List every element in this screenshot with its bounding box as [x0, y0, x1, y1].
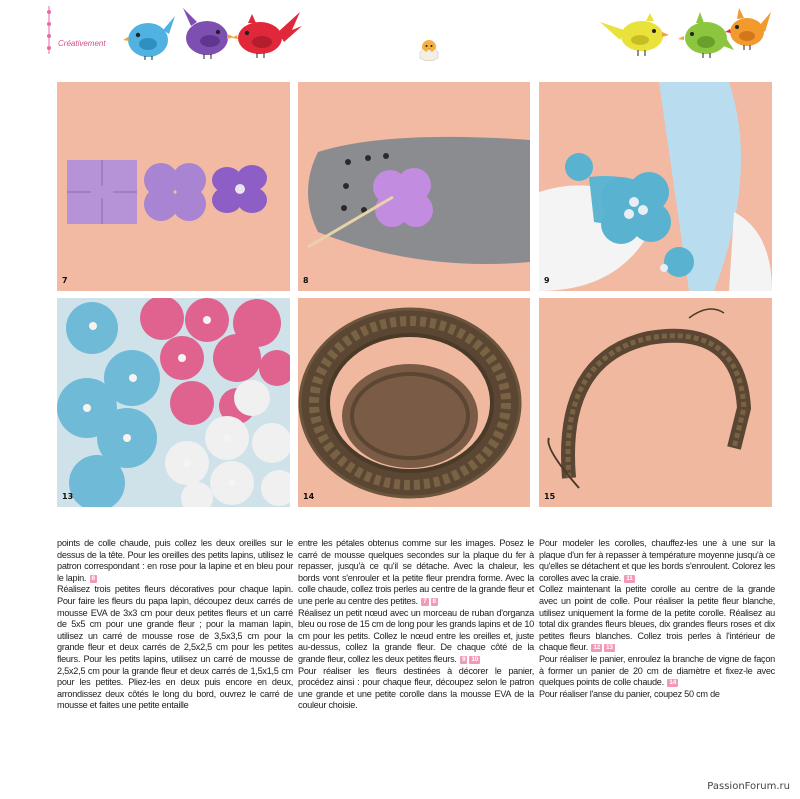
step-photo-13: [57, 298, 290, 507]
yellow-bird-icon: [598, 10, 676, 58]
photo-number: 9: [544, 276, 550, 285]
chick-in-egg-icon: [417, 38, 441, 62]
step-badge: 11: [626, 574, 633, 582]
step-badge: 10: [471, 655, 479, 663]
blue-bird-icon: [123, 10, 178, 60]
purple-bird-icon: [177, 4, 235, 60]
brand-text: Créativement: [58, 39, 106, 48]
step-badge: 6: [91, 574, 95, 582]
paragraph: Collez maintenant la petite corolle au centre de la grande avec un point de colle. Pour réaliser la petite fleur blanche, utilisez uniquement la forme de la petite corolle. Réalisez au total dix grandes fleurs bleues, dix grandes fleurs roses et dix petites fleurs blanches. Collez trois perles à l'intérieur de chaque fleur. 12 13: [539, 584, 775, 653]
photo-number: 7: [62, 276, 68, 285]
brand-decoration: [44, 6, 54, 54]
text-column-2: [298, 538, 534, 712]
step-photo-8: [298, 82, 530, 291]
step-badge: 7: [423, 597, 427, 605]
step-photo-9: [539, 82, 772, 291]
step-badge: 9: [461, 655, 466, 663]
photo-number: 8: [303, 276, 309, 285]
paragraph: Pour réaliser le panier, enroulez la branche de vigne de façon à former un panier de 20 cm de diamètre et fixez-le avec quelques points de colle chaude. 14: [539, 653, 775, 688]
paragraph: entre les pétales obtenus comme sur les images. Posez le carré de mousse quelques secondes sur la plaque du fer à repasser, jusqu'à ce qu'il se détache. Avec la chaleur, les bords vont s'enrouler et la petite fleur prendra forme. Avec la colle chaude, collez trois perles au centre de la grande fleur et une perle au centre des petites. 7 8: [298, 538, 534, 606]
step-badge: 8: [432, 597, 436, 605]
step-photo-7: [57, 82, 290, 291]
paragraph: points de colle chaude, puis collez les deux oreilles sur le dessus de la tête. Pour les oreilles des petits lapins, utilisez le patron correspondant : en rose pour la lapine et en bleu pour le lapin. 6: [57, 538, 293, 583]
paragraph: Réalisez trois petites fleurs décoratives pour chaque lapin. Pour faire les fleurs du papa lapin, découpez deux carrés de mousse EVA de 3x3 cm pour deux petites fleurs et un carré de 5x5 cm pour une grande fleur ; pour la maman lapin, utilisez un carré de mousse rose de 3,5x3,5 cm pour la grande fleur et deux carrés de 2,5x2,5 cm pour les petites fleurs. Pour les petits lapins, utilisez un carré de mousse de 2,5x2,5 cm pour la grande fleur et deux carrés de 1,5x1,5 cm pour les petites. Pliez-les en deux puis encore en deux, arrondissez deux côtés le long du bord, ouvrez le carré de mousse et faites une petite entaille: [57, 584, 293, 711]
step-badge: 13: [606, 644, 613, 652]
photo-number: 14: [303, 492, 315, 501]
step-badge: 14: [669, 679, 676, 687]
step-photo-14: [298, 298, 530, 507]
paragraph: Réalisez un petit nœud avec un morceau de ruban d'organza bleu ou rose de 15 cm de long pour les grands lapins et de 10 cm pour les petits. Collez le nœud entre les oreilles et, juste au-dessus, collez la grande fleur. De chaque côté de la grande fleur, collez les deux petites fleurs. 9 10: [298, 607, 534, 664]
paragraph: Pour réaliser l'anse du panier, coupez 50 cm de: [539, 688, 720, 699]
photo-number: 15: [544, 492, 556, 501]
watermark: PassionForum.ru: [707, 781, 790, 792]
paragraph: Pour réaliser les fleurs destinées à décorer le panier, procédez ainsi : pour chaque fleur, découpez selon le patron une grande et une petite corolle dans la mousse EVA de la couleur choisie.: [298, 665, 534, 711]
step-badge: 12: [593, 644, 601, 652]
photo-number: 13: [62, 492, 74, 501]
red-bird-icon: [232, 8, 304, 58]
text-column-3: [539, 538, 775, 700]
orange-bird-icon: [725, 4, 773, 52]
paragraph: Pour modeler les corolles, chauffez-les une à une sur la plaque d'un fer à repasser à température moyenne jusqu'à ce qu'elles se détachent et que les bords s'enroulent. Colorez les corolles avec la craie. 11: [539, 538, 775, 583]
step-photo-15: [539, 298, 772, 507]
text-column-1: [57, 538, 293, 712]
